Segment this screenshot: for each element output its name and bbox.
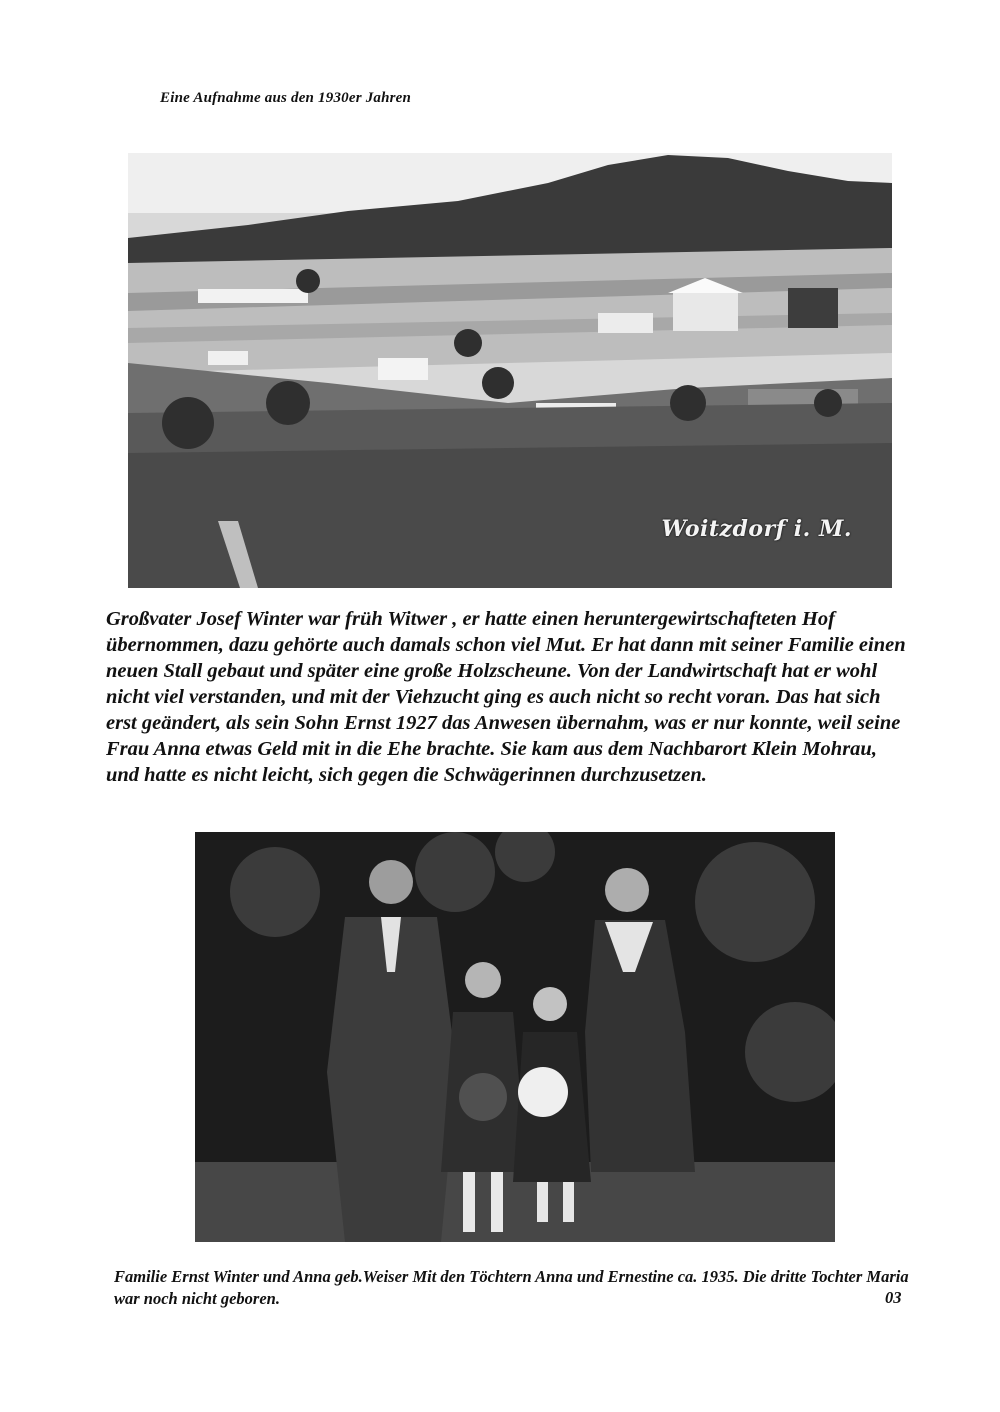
village-landscape-photo [128, 153, 892, 588]
family-portrait-illustration [195, 832, 835, 1242]
body-paragraph: Großvater Josef Winter war früh Witwer , er hatte einen heruntergewirtschafteten Hof übernommen, dazu gehörte auch damals schon viel Mut. Er hat dann mit seiner Familie einen neuen Stall gebaut und später eine große Holzscheune. Von der Landwirtschaft hat er wohl nicht viel verstanden, und mit der Viehzucht ging es auch nicht so recht voran. Das hat sich erst geändert, als sein Sohn Ernst 1927 das Anwesen übernahm, was er nur konnte, weil seine Frau Anna etwas Geld mit in die Ehe brachte. Sie kam aus dem Nachbarort Klein Mohrau, und hatte es nicht leicht, sich gegen die Schwägerinnen durchzusetzen. [106, 608, 906, 786]
family-portrait-photo [195, 832, 835, 1242]
page-number: 03 [885, 1288, 902, 1307]
family-photo-caption: Familie Ernst Winter und Anna geb.Weiser Mit den Töchtern Anna und Ernestine ca. 1935. Die dritte Tochter Maria war noch nicht geboren. [114, 1267, 909, 1308]
top-photo-caption: Eine Aufnahme aus den 1930er Jahren [160, 90, 412, 106]
village-photo-label: Woitzdorf i. M. [661, 516, 852, 542]
